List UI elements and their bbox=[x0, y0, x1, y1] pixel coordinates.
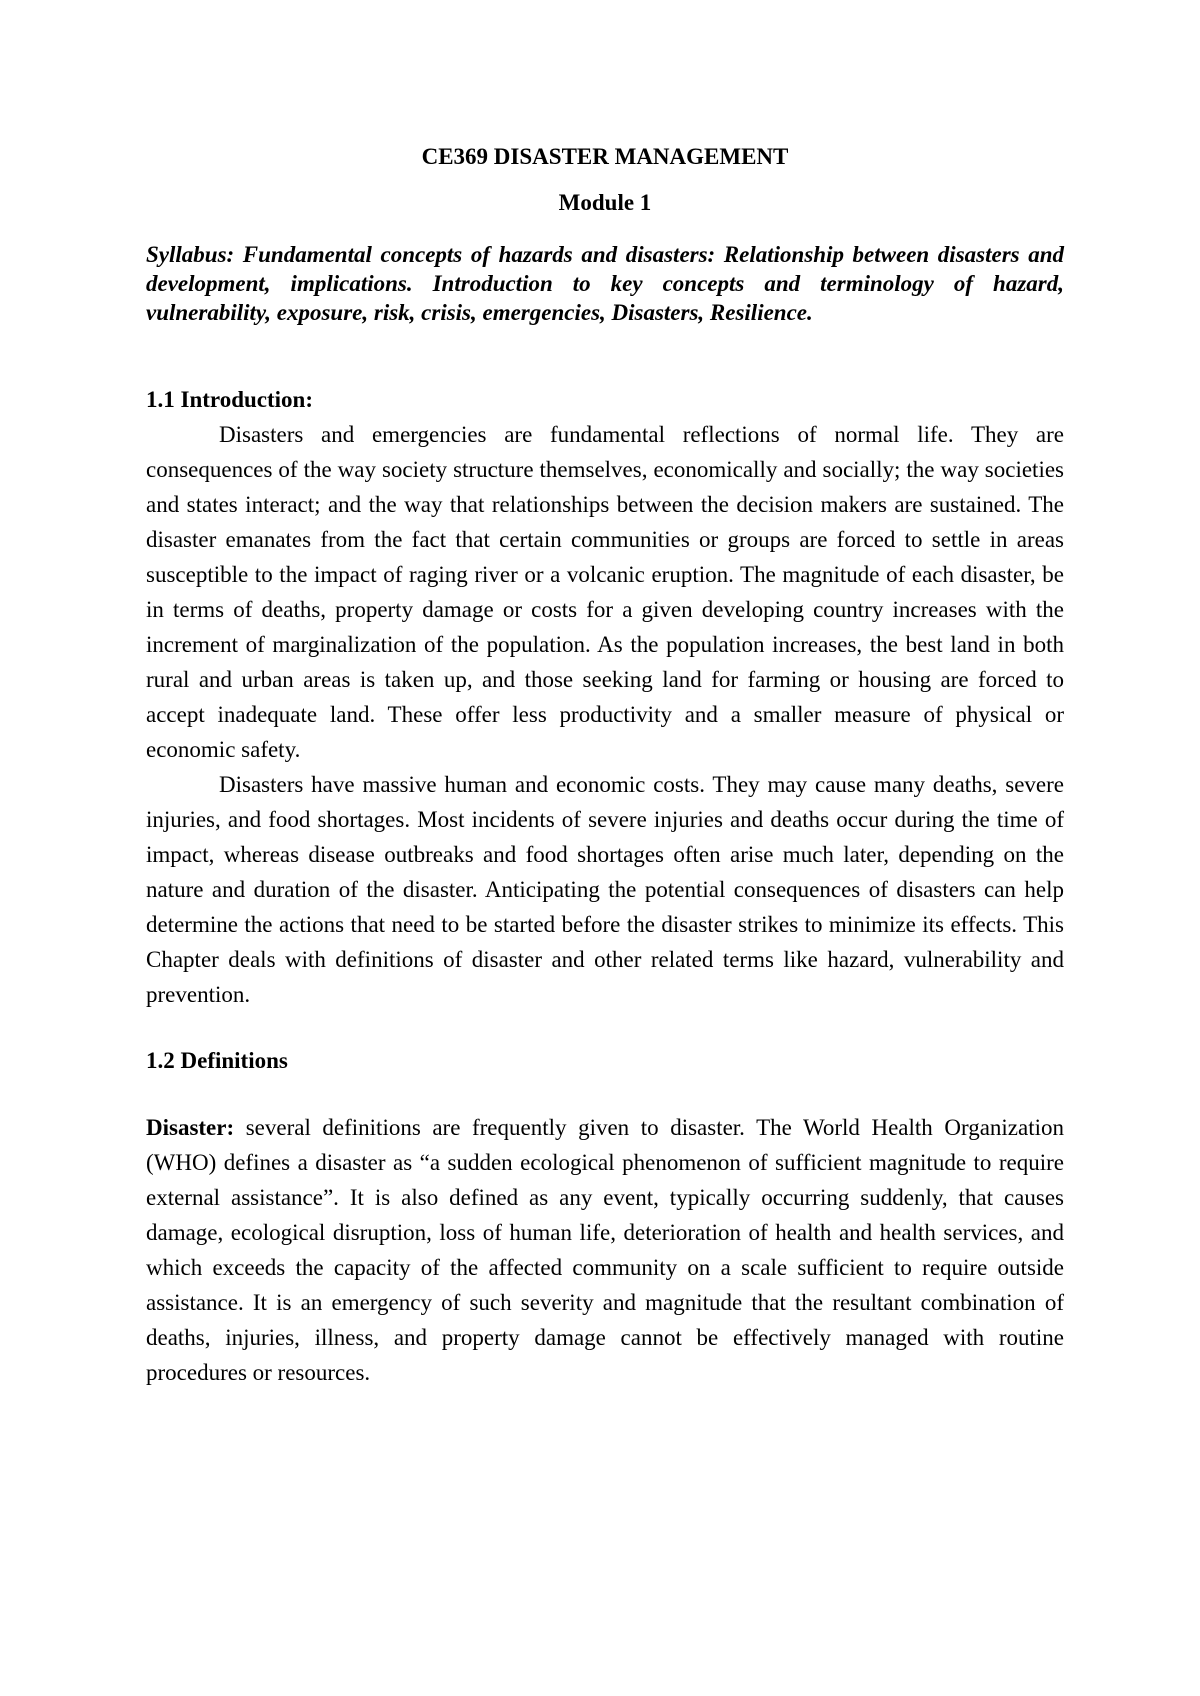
disaster-definition-text: several definitions are frequently given to disaster. The World Health Organization (WHO) defines a disaster as “a sudden ecological phenomenon of sufficient magnitude to require external assistance”. It is also defined as any event, typically occurring suddenly, that causes damage, ecological disruption, loss of human life, deterioration of health and health services, and which exceeds the capacity of the affected community on a scale sufficient to require outside assistance. It is an emergency of such severity and magnitude that the resultant combination of deaths, injuries, illness, and property damage cannot be effectively managed with routine procedures or resources. bbox=[146, 1115, 1064, 1385]
intro-paragraph-1: Disasters and emergencies are fundamental reflections of normal life. They are consequences of the way society structure themselves, economically and socially; the way societies and states interact; and the way that relationships between the decision makers are sustained. The disaster emanates from the fact that certain communities or groups are forced to settle in areas susceptible to the impact of raging river or a volcanic eruption. The magnitude of each disaster, be in terms of deaths, property damage or costs for a given developing country increases with the increment of marginalization of the population. As the population increases, the best land in both rural and urban areas is taken up, and those seeking land for farming or housing are forced to accept inadequate land. These offer less productivity and a smaller measure of physical or economic safety. bbox=[146, 422, 1064, 762]
section-heading-introduction: 1.1 Introduction: bbox=[146, 387, 313, 412]
document-title: CE369 DISASTER MANAGEMENT bbox=[421, 144, 789, 169]
module-heading: Module 1 bbox=[558, 190, 652, 215]
page-content bbox=[146, 142, 1064, 1390]
section-heading-definitions: 1.2 Definitions bbox=[146, 1048, 288, 1073]
disaster-term: Disaster: bbox=[146, 1115, 235, 1140]
intro-paragraph-2: Disasters have massive human and economic costs. They may cause many deaths, severe injuries, and food shortages. Most incidents of severe injuries and deaths occur during the time of impact, whereas disease outbreaks and food shortages often arise much later, depending on the nature and duration of the disaster. Anticipating the potential consequences of disasters can help determine the actions that need to be started before the disaster strikes to minimize its effects. This Chapter deals with definitions of disaster and other related terms like hazard, vulnerability and prevention. bbox=[146, 772, 1064, 1007]
disaster-definition-paragraph bbox=[146, 1110, 1064, 1390]
syllabus-text: Syllabus: Fundamental concepts of hazards and disasters: Relationship between disasters and development, implications. Introduction to key concepts and terminology of hazard, vulnerability, exposure, risk, crisis, emergencies, Disasters, Resilience. bbox=[146, 242, 1064, 325]
